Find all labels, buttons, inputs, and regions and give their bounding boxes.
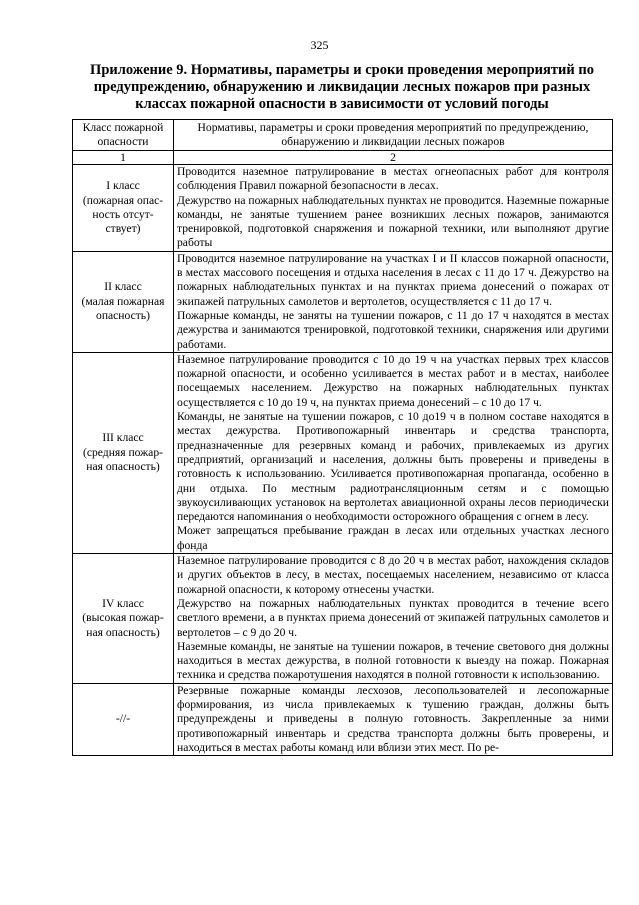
fire-class-label: (высокая пожар- <box>82 611 164 625</box>
measures-paragraph: Резервные пожарные команды лесхозов, лесопользователей и лесопожарные формирования, из числа привлекаемых к тушению граждан, должны быть предупреждены и приведены в полную готовность. Закрепленные за ними противопожарный инвентарь и средства транспорта должны быть проверены, и находиться в местах работы команд или вблизи этих мест. По ре- <box>177 683 609 754</box>
measures-paragraph: Проводится наземное патрулирование в местах огнеопасных работ для контроля соблюдения Правил пожарной безопасности в лесах. <box>177 165 609 193</box>
measures-paragraph: Пожарные команды, не заняты на тушении пожаров, с 11 до 17 ч находятся в местах дежурства и занимаются тренировкой, подготовкой техники, снаряжения или другими работами. <box>177 308 609 351</box>
column-number-1: 1 <box>73 151 174 165</box>
fire-class-cell <box>73 251 174 352</box>
page-number: 325 <box>310 38 329 52</box>
fire-class-label: III класс <box>102 431 144 445</box>
table-row <box>73 352 613 553</box>
fire-class-label: II класс <box>104 280 142 294</box>
fire-class-label: (пожарная опас- <box>82 193 164 207</box>
table-row <box>73 165 613 252</box>
fire-class-label: (средняя пожар- <box>83 445 163 459</box>
measures-paragraph: Команды, не занятые на тушении пожаров, с 10 до19 ч в полном составе находятся в местах дежурства. Противопожарный инвентарь и средства транспорта, предназначенные для резервных команд и рабочих, привлекаемых из других предприятий, организаций и населения, должны быть проверены и приведены в готовность к использованию. Усиливается противопожарная пропаганда, особенно в дни отдыха. По местным радиотрансляционным сетям и с помощью звукоусиливающих установок на вертолетах авиационной охраны лесов периодически передаются напоминания о необходимости осторожного обращения с огнем в лесу. <box>177 410 609 524</box>
measures-paragraph: Может запрещаться пребывание граждан в лесах или отдельных участках лесного фонда <box>177 524 609 552</box>
fire-class-label: -//- <box>115 712 131 726</box>
appendix-title: Приложение 9. Нормативы, параметры и сроки проведения мероприятий по предупреждению, обнаружению и ликвидации лесных пожаров при разных классах пожарной опасности в зависимости от условий погоды <box>90 62 594 112</box>
measures-cell <box>174 554 613 684</box>
table-row <box>73 554 613 684</box>
fire-class-label: (малая пожарная <box>81 294 165 308</box>
column-number-row <box>73 151 613 165</box>
table-row <box>73 683 613 755</box>
fire-class-cell <box>73 683 174 755</box>
header-fire-class: Класс пожарной опасности <box>73 120 174 151</box>
header-norms: Нормативы, параметры и сроки проведения мероприятий по предупреждению, обнаружению и ликвидации лесных пожаров <box>174 120 613 151</box>
measures-paragraph: Дежурство на пожарных наблюдательных пунктах проводится в течение всего светлого времени, а в пунктах приема донесений от экипажей патрульных самолетов и вертолетов – с 9 до 20 ч. <box>177 596 609 639</box>
measures-cell <box>174 352 613 553</box>
measures-cell <box>174 165 613 252</box>
measures-paragraph: Наземные команды, не занятые на тушении пожаров, в течение светового дня должны находиться в местах дежурства, в полной готовности к выезду на пожар. Пожарная техника и средства пожаротушения находятся в полной готовности к использованию. <box>177 639 609 682</box>
table-body <box>73 165 613 756</box>
fire-class-label: ная опасность) <box>86 460 160 474</box>
fire-class-label: ствует) <box>105 222 141 236</box>
norms-table <box>72 119 613 756</box>
measures-paragraph: Дежурство на пожарных наблюдательных пунктах не проводится. Наземные пожарные команды, не занятые тушением ранее возникших лесных пожаров, занимаются тренировкой, подготовкой снаряжения и пожарной техники, или выполняют другие работы <box>177 193 609 250</box>
measures-paragraph: Проводится наземное патрулирование на участках I и II классов пожарной опасности, в местах массового посещения и отдыха населения в лесах с 11 до 17 ч. Дежурство на пожарных наблюдательных пунктах и на пунктах приема донесений о пожарах от экипажей патрульных самолетов и вертолетов, осуществляется с 11 до 17 ч. <box>177 251 609 308</box>
table-row <box>73 251 613 352</box>
measures-paragraph: Наземное патрулирование проводится с 10 до 19 ч на участках первых трех классов пожарной опасности, и особенно усиливается в местах работ и в местах, наиболее посещаемых населением. Дежурство на пожарных наблюдательных пунктах осуществляется с 10 до 19 ч, на пунктах приема донесений – с 10 до 17 ч. <box>177 352 609 409</box>
fire-class-label: I класс <box>106 179 140 193</box>
measures-cell <box>174 251 613 352</box>
measures-cell <box>174 683 613 755</box>
fire-class-label: IV класс <box>102 596 144 610</box>
fire-class-cell <box>73 352 174 553</box>
fire-class-label: опасность) <box>96 308 150 322</box>
fire-class-cell <box>73 165 174 252</box>
fire-class-label: ная опасность) <box>86 625 160 639</box>
measures-paragraph: Наземное патрулирование проводится с 8 до 20 ч в местах работ, нахождения складов и других объектов в лесу, в местах, посещаемых населением, независимо от класса пожарной опасности, к которому отнесены участки. <box>177 554 609 596</box>
fire-class-cell <box>73 554 174 684</box>
column-number-2: 2 <box>174 151 613 165</box>
fire-class-label: ность отсут- <box>92 207 154 221</box>
table-header-row <box>73 120 613 151</box>
